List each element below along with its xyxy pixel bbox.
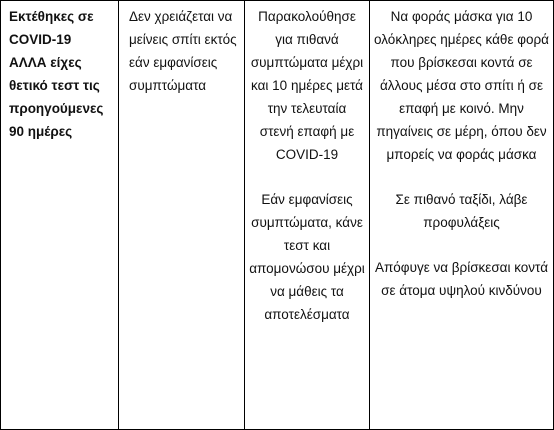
monitor-cell xyxy=(245,1,370,430)
table-row xyxy=(1,1,554,430)
precaution-paragraph: Απόφυγε να βρίσκεσαι κοντά σε άτομα υψηλού κινδύνου xyxy=(374,260,548,298)
precautions-cell xyxy=(370,1,554,430)
monitor-paragraph: Εάν εμφανίσεις συμπτώματα, κάνε τεστ και απομονώσου μέχρι να μάθεις τα αποτελέσματα xyxy=(249,192,365,322)
condition-text: Εκτέθηκες σε COVID-19 ΑΛΛΑ είχες θετικό τεστ τις προηγούμενες 90 ημέρες xyxy=(9,9,104,139)
stay-home-text: Δεν χρειάζεται να μείνεις σπίτι εκτός εάν εμφανίσεις συμπτώματα xyxy=(129,9,237,93)
precaution-paragraph: Να φοράς μάσκα για 10 ολόκληρες ημέρες κάθε φορά που βρίσκεσαι κοντά σε άλλους μέσα στο σπίτι ή σε επαφή με κοινό. Μην πηγαίνεις σε μέρη, όπου δεν μπορείς να φοράς μάσκα xyxy=(374,9,549,162)
condition-cell xyxy=(1,1,119,430)
precaution-paragraph: Σε πιθανό ταξίδι, λάβε προφυλάξεις xyxy=(395,192,528,230)
stay-home-cell xyxy=(119,1,245,430)
monitor-paragraph: Παρακολούθησε για πιθανά συμπτώματα μέχρι και 10 ημέρες μετά την τελευταία στενή επαφή με COVID-19 xyxy=(250,9,364,162)
